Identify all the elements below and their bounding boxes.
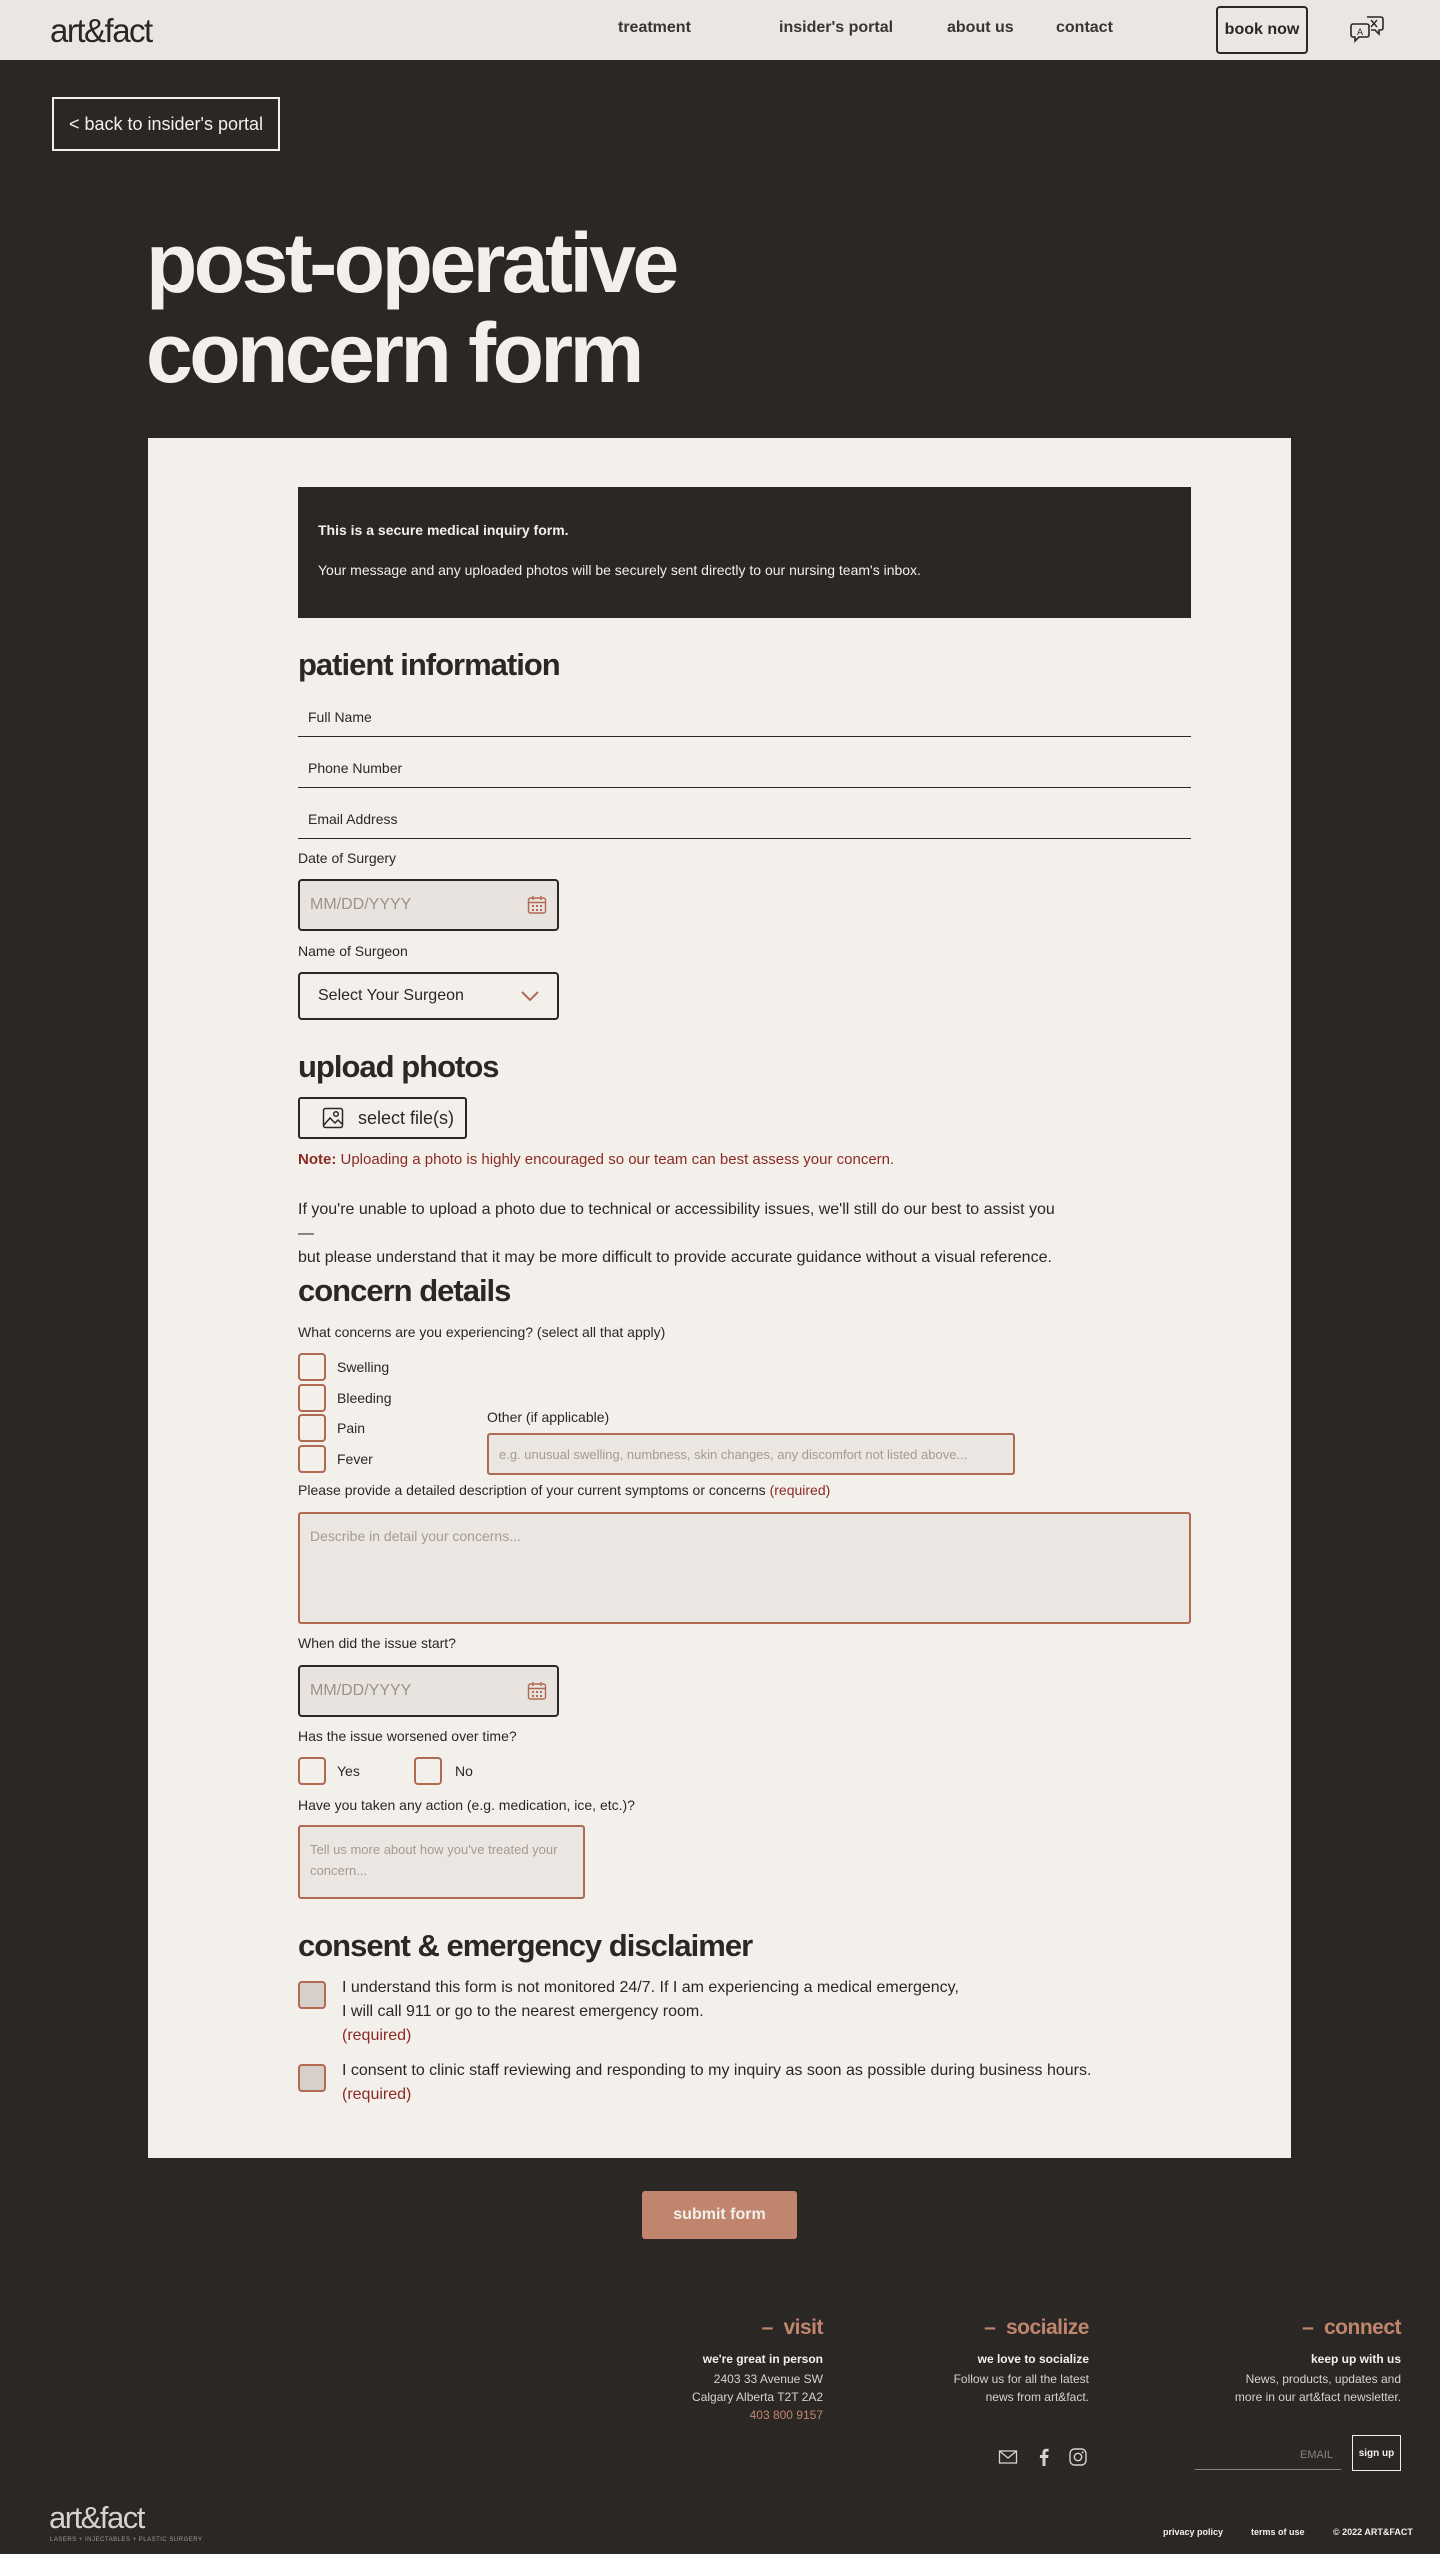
privacy-policy-link[interactable]: privacy policy <box>1163 2527 1224 2537</box>
upload-note-text: Uploading a photo is highly encouraged so our team can best assess your concern. <box>340 1151 895 1168</box>
upload-note-prefix: Note: <box>298 1151 337 1168</box>
date-of-surgery-input[interactable] <box>310 896 527 914</box>
notice-body: Your message and any uploaded photos will be securely sent directly to our nursing team's inbox. <box>318 562 921 578</box>
footer-socialize-heading-text: socialize <box>1005 2316 1089 2339</box>
consent-line: I consent to clinic staff reviewing and responding to my inquiry as soon as possible during business hours. <box>342 2062 1092 2079</box>
book-now-button[interactable]: book now <box>1216 6 1308 54</box>
full-name-input[interactable] <box>298 697 1191 736</box>
section-heading-concern: concern details <box>298 1273 511 1308</box>
footer-socialize-sub: we love to socialize <box>977 2352 1089 2366</box>
upload-note <box>298 1151 894 1168</box>
footer-socialize-line: news from art&fact. <box>985 2390 1089 2404</box>
pain-label: Pain <box>337 1420 366 1436</box>
page-title-line: post-operative <box>146 216 676 310</box>
svg-text:A: A <box>1357 28 1364 38</box>
site-header <box>0 0 1440 60</box>
description-label-text: Please provide a detailed description of your current symptoms or concerns <box>298 1482 766 1498</box>
chevron-down-icon <box>521 990 539 1002</box>
emergency-consent-checkbox[interactable] <box>298 1981 326 2009</box>
surgeon-label: Name of Surgeon <box>298 943 408 959</box>
worsened-label: Has the issue worsened over time? <box>298 1728 517 1744</box>
footer-visit-sub: we're great in person <box>702 2352 823 2366</box>
upload-explanation-line: If you're unable to upload a photo due to technical or accessibility issues, we'll still do our best to assist you— <box>298 1201 1055 1242</box>
mail-icon[interactable] <box>998 2447 1018 2467</box>
image-icon <box>322 1107 344 1129</box>
calendar-icon[interactable] <box>527 1681 547 1701</box>
bleeding-checkbox[interactable] <box>298 1384 326 1412</box>
description-label <box>298 1482 830 1498</box>
instagram-icon[interactable] <box>1068 2447 1088 2467</box>
issue-start-field[interactable] <box>298 1665 559 1717</box>
phone-input[interactable] <box>298 748 1191 787</box>
concerns-question: What concerns are you experiencing? (select all that apply) <box>298 1324 666 1340</box>
nav-treatment[interactable]: treatment <box>618 19 691 36</box>
select-files-button[interactable] <box>298 1097 467 1139</box>
description-textarea[interactable] <box>298 1512 1191 1624</box>
footer-socialize-line: Follow us for all the latest <box>953 2372 1089 2386</box>
upload-explanation <box>298 1198 1058 1270</box>
section-heading-consent: consent & emergency disclaimer <box>298 1928 753 1963</box>
emergency-consent-text <box>342 1976 959 2048</box>
footer-connect-text <box>1235 2370 1401 2406</box>
footer-phone[interactable]: 403 800 9157 <box>749 2408 823 2422</box>
footer-connect-line: more in our art&fact newsletter. <box>1234 2390 1401 2404</box>
footer-address-line: Calgary Alberta T2T 2A2 <box>692 2390 823 2404</box>
nav-about-us[interactable]: about us <box>947 19 1014 36</box>
page-title <box>146 218 676 398</box>
footer-visit-heading-text: visit <box>783 2316 823 2339</box>
required-marker: (required) <box>342 2027 412 2044</box>
footer-tagline: LASERS + INJECTABLES + PLASTIC SURGERY <box>50 2537 203 2543</box>
staff-consent-text <box>342 2059 1091 2107</box>
newsletter-signup-button[interactable]: sign up <box>1352 2435 1401 2471</box>
footer-connect-heading-text: connect <box>1323 2316 1401 2339</box>
issue-start-label: When did the issue start? <box>298 1635 456 1651</box>
select-files-label: select file(s) <box>358 1107 455 1128</box>
consent-line: I will call 911 or go to the nearest emergency room. <box>342 2003 704 2020</box>
surgeon-select-value: Select Your Surgeon <box>318 987 464 1004</box>
worsened-no-checkbox[interactable] <box>414 1757 442 1785</box>
copyright: © 2022 ART&FACT <box>1333 2527 1413 2537</box>
secure-notice <box>298 487 1191 618</box>
footer-visit-heading: – visit <box>761 2316 823 2339</box>
email-input[interactable] <box>298 799 1191 838</box>
surgeon-select[interactable] <box>298 972 559 1020</box>
footer-connect-line: News, products, updates and <box>1245 2372 1401 2386</box>
section-heading-patient: patient information <box>298 647 560 682</box>
footer-connect <box>1235 2316 1401 2406</box>
footer-connect-heading: – connect <box>1302 2316 1401 2339</box>
notice-title: This is a secure medical inquiry form. <box>318 522 569 538</box>
worsened-yes-label: Yes <box>337 1763 360 1779</box>
worsened-no-label: No <box>455 1763 473 1779</box>
other-concern-input[interactable] <box>487 1433 1015 1475</box>
bleeding-label: Bleeding <box>337 1390 392 1406</box>
site-logo[interactable]: art&fact <box>50 12 152 49</box>
action-taken-label: Have you taken any action (e.g. medication, ice, etc.)? <box>298 1797 635 1813</box>
action-taken-textarea[interactable] <box>298 1825 585 1899</box>
submit-form-button[interactable]: submit form <box>642 2191 797 2239</box>
footer-address-line: 2403 33 Avenue SW <box>713 2372 823 2386</box>
newsletter-email-input[interactable]: EMAIL <box>1195 2440 1341 2470</box>
date-of-surgery-field[interactable] <box>298 879 559 931</box>
pain-checkbox[interactable] <box>298 1414 326 1442</box>
other-label: Other (if applicable) <box>487 1409 610 1425</box>
footer-connect-sub: keep up with us <box>1310 2352 1401 2366</box>
fever-checkbox[interactable] <box>298 1445 326 1473</box>
footer-logo[interactable]: art&fact <box>49 2500 144 2535</box>
staff-consent-checkbox[interactable] <box>298 2064 326 2092</box>
back-to-portal-button[interactable]: < back to insider's portal <box>52 97 280 151</box>
required-marker: (required) <box>769 1482 831 1498</box>
swelling-label: Swelling <box>337 1359 390 1375</box>
footer-visit <box>692 2316 823 2422</box>
required-marker: (required) <box>342 2086 412 2103</box>
page-title-line: concern form <box>146 306 641 400</box>
phone-field[interactable] <box>298 748 1191 788</box>
email-field[interactable] <box>298 799 1191 839</box>
calendar-icon[interactable] <box>527 895 547 915</box>
upload-explanation-line: but please understand that it may be more difficult to provide accurate guidance without a visual reference. <box>298 1249 1052 1266</box>
translate-icon[interactable] <box>1350 14 1386 44</box>
swelling-checkbox[interactable] <box>298 1353 326 1381</box>
footer-socialize-text <box>954 2370 1089 2406</box>
fever-label: Fever <box>337 1451 373 1467</box>
terms-of-use-link[interactable]: terms of use <box>1251 2527 1305 2537</box>
footer-socialize <box>954 2316 1089 2406</box>
worsened-yes-checkbox[interactable] <box>298 1757 326 1785</box>
footer-address <box>692 2370 823 2406</box>
full-name-field[interactable] <box>298 697 1191 737</box>
section-heading-upload: upload photos <box>298 1049 499 1084</box>
nav-contact[interactable]: contact <box>1056 19 1113 36</box>
consent-line: I understand this form is not monitored 24/7. If I am experiencing a medical emergency, <box>342 1979 959 1996</box>
facebook-icon[interactable] <box>1034 2447 1054 2467</box>
issue-start-input[interactable] <box>310 1682 527 1700</box>
date-of-surgery-label: Date of Surgery <box>298 850 397 866</box>
footer-socialize-heading: – socialize <box>984 2316 1089 2339</box>
nav-insiders-portal[interactable]: insider's portal <box>779 19 894 36</box>
